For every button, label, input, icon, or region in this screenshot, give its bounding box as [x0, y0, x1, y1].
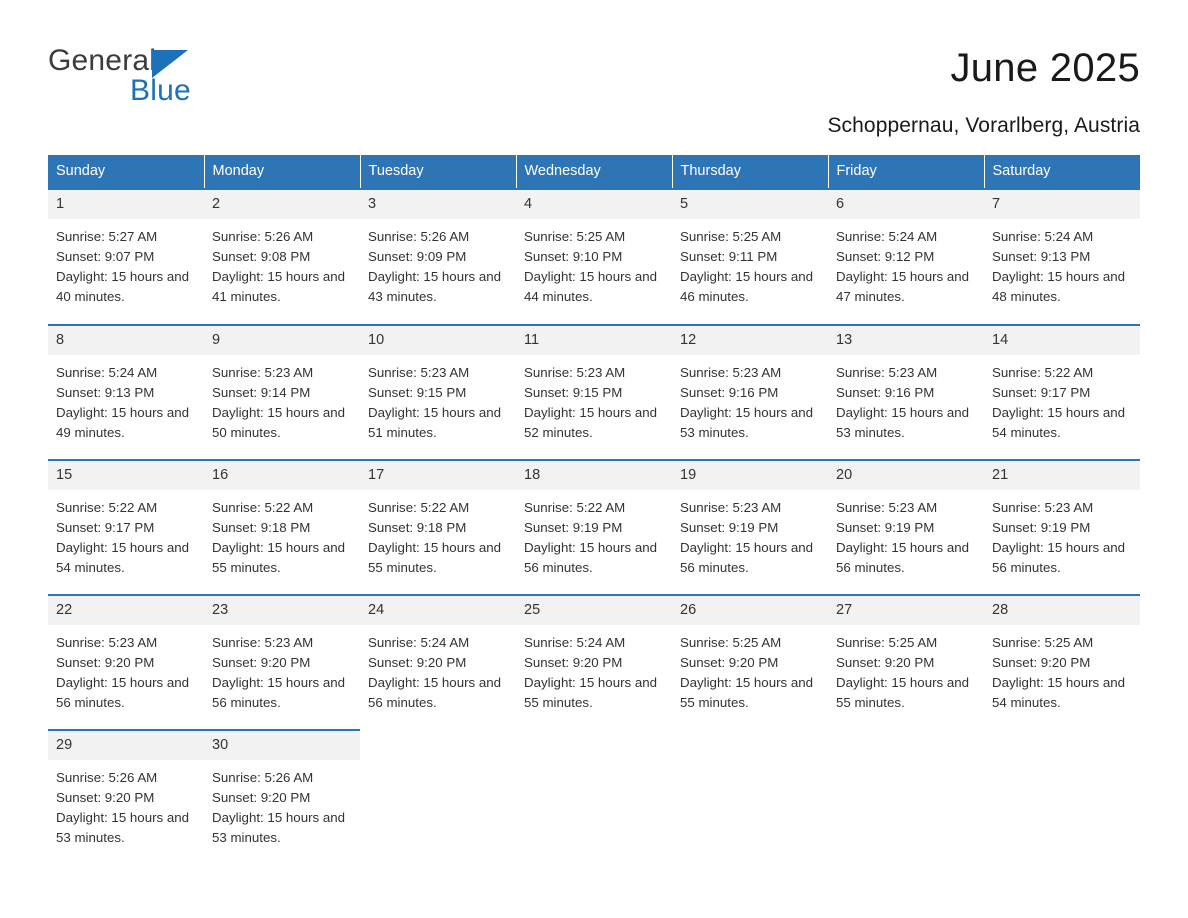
- generalblue-logo: [48, 46, 198, 108]
- sunset-text: Sunset: 9:09 PM: [368, 249, 467, 264]
- day-number: 26: [672, 594, 828, 625]
- sunrise-text: Sunrise: 5:22 AM: [368, 499, 470, 515]
- sunrise-sunset-calendar: [48, 155, 1140, 864]
- weekday-header-saturday: Saturday: [984, 155, 1140, 188]
- page-header: [48, 0, 1140, 138]
- logo-text-general: General: [48, 44, 157, 77]
- sunset-text: Sunset: 9:15 PM: [368, 384, 467, 400]
- weekday-header-thursday: Thursday: [672, 155, 828, 188]
- weekday-header-row: [48, 155, 1140, 188]
- sunset-text: Sunset: 9:20 PM: [368, 654, 467, 670]
- sunset-text: Sunset: 9:16 PM: [836, 384, 935, 400]
- daylight-text: Daylight: 15 hours and 55 minutes.: [212, 539, 346, 575]
- calendar-day-cell: [672, 323, 828, 458]
- day-number: 13: [828, 324, 984, 355]
- daylight-text: Daylight: 15 hours and 54 minutes.: [992, 404, 1126, 440]
- calendar-day-cell: [204, 593, 360, 728]
- weekday-header-tuesday: Tuesday: [360, 155, 516, 188]
- calendar-day-cell: [672, 188, 828, 323]
- daylight-text: Daylight: 15 hours and 51 minutes.: [368, 404, 502, 440]
- daylight-text: Daylight: 15 hours and 56 minutes.: [56, 674, 190, 710]
- daylight-text: Daylight: 15 hours and 47 minutes.: [836, 269, 970, 304]
- sunrise-text: Sunrise: 5:23 AM: [992, 499, 1094, 515]
- day-number: 15: [48, 459, 204, 490]
- sunset-text: Sunset: 9:20 PM: [56, 654, 155, 670]
- day-number: 27: [828, 594, 984, 625]
- daylight-text: Daylight: 15 hours and 48 minutes.: [992, 269, 1126, 304]
- sunset-text: Sunset: 9:20 PM: [680, 654, 779, 670]
- day-details: [828, 490, 984, 578]
- daylight-text: Daylight: 15 hours and 55 minutes.: [680, 674, 814, 710]
- day-details: [48, 355, 204, 443]
- calendar-day-cell: [204, 458, 360, 593]
- calendar-empty-cell: [984, 728, 1140, 863]
- day-details: [360, 355, 516, 443]
- sunrise-text: Sunrise: 5:26 AM: [212, 769, 314, 785]
- day-number: 20: [828, 459, 984, 490]
- sunrise-text: Sunrise: 5:24 AM: [368, 634, 470, 650]
- calendar-day-cell: [204, 728, 360, 863]
- day-number: 29: [48, 729, 204, 760]
- sunset-text: Sunset: 9:07 PM: [56, 249, 155, 264]
- day-details: [828, 219, 984, 307]
- sunrise-text: Sunrise: 5:23 AM: [56, 634, 158, 650]
- sunset-text: Sunset: 9:14 PM: [212, 384, 311, 400]
- sunrise-text: Sunrise: 5:27 AM: [56, 229, 158, 244]
- calendar-day-cell: [360, 458, 516, 593]
- calendar-empty-cell: [672, 728, 828, 863]
- daylight-text: Daylight: 15 hours and 53 minutes.: [212, 809, 346, 845]
- daylight-text: Daylight: 15 hours and 43 minutes.: [368, 269, 502, 304]
- daylight-text: Daylight: 15 hours and 56 minutes.: [524, 539, 658, 575]
- calendar-day-cell: [984, 458, 1140, 593]
- calendar-day-cell: [516, 323, 672, 458]
- sunrise-text: Sunrise: 5:22 AM: [212, 499, 314, 515]
- daylight-text: Daylight: 15 hours and 56 minutes.: [680, 539, 814, 575]
- calendar-day-cell: [828, 323, 984, 458]
- sunset-text: Sunset: 9:18 PM: [212, 519, 311, 535]
- day-number: 25: [516, 594, 672, 625]
- calendar-day-cell: [360, 323, 516, 458]
- day-details: [828, 355, 984, 443]
- daylight-text: Daylight: 15 hours and 53 minutes.: [680, 404, 814, 440]
- calendar-empty-cell: [516, 728, 672, 863]
- sunset-text: Sunset: 9:16 PM: [680, 384, 779, 400]
- sunrise-text: Sunrise: 5:25 AM: [992, 634, 1094, 650]
- sunrise-text: Sunrise: 5:23 AM: [836, 499, 938, 515]
- sunrise-text: Sunrise: 5:26 AM: [212, 229, 314, 244]
- calendar-day-cell: [204, 323, 360, 458]
- sunset-text: Sunset: 9:13 PM: [56, 384, 155, 400]
- day-number: 9: [204, 324, 360, 355]
- day-number: 11: [516, 324, 672, 355]
- day-details: [48, 760, 204, 848]
- day-details: [516, 490, 672, 578]
- calendar-day-cell: [516, 458, 672, 593]
- day-details: [984, 490, 1140, 578]
- daylight-text: Daylight: 15 hours and 54 minutes.: [992, 674, 1126, 710]
- sunset-text: Sunset: 9:20 PM: [992, 654, 1091, 670]
- calendar-week-row: [48, 593, 1140, 728]
- calendar-day-cell: [360, 593, 516, 728]
- sunset-text: Sunset: 9:13 PM: [992, 249, 1091, 264]
- calendar-day-cell: [48, 188, 204, 323]
- sunrise-text: Sunrise: 5:22 AM: [992, 364, 1094, 380]
- sunset-text: Sunset: 9:19 PM: [524, 519, 623, 535]
- sunset-text: Sunset: 9:17 PM: [992, 384, 1091, 400]
- calendar-day-cell: [984, 323, 1140, 458]
- sunset-text: Sunset: 9:12 PM: [836, 249, 935, 264]
- calendar-day-cell: [828, 188, 984, 323]
- sunset-text: Sunset: 9:19 PM: [680, 519, 779, 535]
- daylight-text: Daylight: 15 hours and 50 minutes.: [212, 404, 346, 440]
- sunset-text: Sunset: 9:08 PM: [212, 249, 311, 264]
- day-details: [672, 355, 828, 443]
- day-details: [360, 490, 516, 578]
- day-details: [204, 355, 360, 443]
- sunset-text: Sunset: 9:18 PM: [368, 519, 467, 535]
- calendar-empty-cell: [360, 728, 516, 863]
- daylight-text: Daylight: 15 hours and 53 minutes.: [56, 809, 190, 845]
- sunrise-text: Sunrise: 5:23 AM: [212, 364, 314, 380]
- day-details: [516, 219, 672, 307]
- sunset-text: Sunset: 9:20 PM: [836, 654, 935, 670]
- sunrise-text: Sunrise: 5:25 AM: [680, 229, 782, 244]
- calendar-day-cell: [204, 188, 360, 323]
- day-number: 10: [360, 324, 516, 355]
- day-number: 7: [984, 188, 1140, 219]
- sunrise-text: Sunrise: 5:24 AM: [836, 229, 938, 244]
- day-details: [360, 625, 516, 713]
- day-number: 6: [828, 188, 984, 219]
- sunset-text: Sunset: 9:17 PM: [56, 519, 155, 535]
- sunrise-text: Sunrise: 5:23 AM: [836, 364, 938, 380]
- sunrise-text: Sunrise: 5:23 AM: [524, 364, 626, 380]
- calendar-day-cell: [828, 593, 984, 728]
- day-number: 8: [48, 324, 204, 355]
- sunset-text: Sunset: 9:20 PM: [524, 654, 623, 670]
- day-number: 12: [672, 324, 828, 355]
- calendar-week-row: [48, 728, 1140, 863]
- day-details: [204, 490, 360, 578]
- sunrise-text: Sunrise: 5:23 AM: [212, 634, 314, 650]
- day-number: 1: [48, 188, 204, 219]
- sunset-text: Sunset: 9:20 PM: [212, 789, 311, 805]
- calendar-day-cell: [516, 188, 672, 323]
- daylight-text: Daylight: 15 hours and 55 minutes.: [368, 539, 502, 575]
- daylight-text: Daylight: 15 hours and 56 minutes.: [992, 539, 1126, 575]
- sunset-text: Sunset: 9:15 PM: [524, 384, 623, 400]
- day-details: [204, 760, 360, 848]
- sunset-text: Sunset: 9:19 PM: [992, 519, 1091, 535]
- daylight-text: Daylight: 15 hours and 44 minutes.: [524, 269, 658, 304]
- day-number: 24: [360, 594, 516, 625]
- day-details: [48, 625, 204, 713]
- daylight-text: Daylight: 15 hours and 55 minutes.: [836, 674, 970, 710]
- sunset-text: Sunset: 9:20 PM: [56, 789, 155, 805]
- calendar-day-cell: [984, 593, 1140, 728]
- weekday-header-monday: Monday: [204, 155, 360, 188]
- sunrise-text: Sunrise: 5:25 AM: [836, 634, 938, 650]
- daylight-text: Daylight: 15 hours and 41 minutes.: [212, 269, 346, 304]
- calendar-week-row: [48, 188, 1140, 323]
- day-number: 19: [672, 459, 828, 490]
- day-number: 23: [204, 594, 360, 625]
- day-number: 5: [672, 188, 828, 219]
- day-details: [984, 355, 1140, 443]
- weekday-header-friday: Friday: [828, 155, 984, 188]
- day-details: [48, 490, 204, 578]
- sunrise-text: Sunrise: 5:22 AM: [56, 499, 158, 515]
- sunset-text: Sunset: 9:19 PM: [836, 519, 935, 535]
- sunrise-text: Sunrise: 5:23 AM: [680, 499, 782, 515]
- day-details: [828, 625, 984, 713]
- daylight-text: Daylight: 15 hours and 40 minutes.: [56, 269, 190, 304]
- page-title: June 2025: [950, 46, 1140, 90]
- day-number: 21: [984, 459, 1140, 490]
- sunrise-text: Sunrise: 5:24 AM: [992, 229, 1094, 244]
- day-number: 28: [984, 594, 1140, 625]
- day-details: [672, 219, 828, 307]
- sunrise-text: Sunrise: 5:25 AM: [680, 634, 782, 650]
- day-details: [204, 625, 360, 713]
- day-details: [984, 219, 1140, 307]
- sunset-text: Sunset: 9:11 PM: [680, 249, 778, 264]
- day-details: [48, 219, 204, 307]
- day-number: 16: [204, 459, 360, 490]
- calendar-day-cell: [672, 458, 828, 593]
- calendar-week-row: [48, 323, 1140, 458]
- daylight-text: Daylight: 15 hours and 52 minutes.: [524, 404, 658, 440]
- day-number: 3: [360, 188, 516, 219]
- day-number: 4: [516, 188, 672, 219]
- title-block: [827, 46, 1140, 138]
- daylight-text: Daylight: 15 hours and 53 minutes.: [836, 404, 970, 440]
- day-number: 22: [48, 594, 204, 625]
- daylight-text: Daylight: 15 hours and 56 minutes.: [368, 674, 502, 710]
- sunrise-text: Sunrise: 5:23 AM: [368, 364, 470, 380]
- calendar-week-row: [48, 458, 1140, 593]
- day-details: [672, 625, 828, 713]
- calendar-body: [48, 188, 1140, 863]
- daylight-text: Daylight: 15 hours and 54 minutes.: [56, 539, 190, 575]
- sunrise-text: Sunrise: 5:24 AM: [524, 634, 626, 650]
- calendar-day-cell: [48, 728, 204, 863]
- calendar-day-cell: [828, 458, 984, 593]
- calendar-day-cell: [48, 593, 204, 728]
- daylight-text: Daylight: 15 hours and 56 minutes.: [212, 674, 346, 710]
- calendar-day-cell: [984, 188, 1140, 323]
- calendar-day-cell: [360, 188, 516, 323]
- day-number: 17: [360, 459, 516, 490]
- daylight-text: Daylight: 15 hours and 56 minutes.: [836, 539, 970, 575]
- sunset-text: Sunset: 9:10 PM: [524, 249, 623, 264]
- calendar-day-cell: [516, 593, 672, 728]
- daylight-text: Daylight: 15 hours and 49 minutes.: [56, 404, 190, 440]
- sunrise-text: Sunrise: 5:26 AM: [368, 229, 470, 244]
- calendar-day-cell: [672, 593, 828, 728]
- sunrise-text: Sunrise: 5:26 AM: [56, 769, 158, 785]
- calendar-day-cell: [48, 458, 204, 593]
- sunrise-text: Sunrise: 5:23 AM: [680, 364, 782, 380]
- sunrise-text: Sunrise: 5:22 AM: [524, 499, 626, 515]
- daylight-text: Daylight: 15 hours and 55 minutes.: [524, 674, 658, 710]
- day-number: 18: [516, 459, 672, 490]
- sunrise-text: Sunrise: 5:25 AM: [524, 229, 626, 244]
- day-details: [516, 355, 672, 443]
- day-details: [672, 490, 828, 578]
- sunset-text: Sunset: 9:20 PM: [212, 654, 311, 670]
- logo-text-blue: Blue: [130, 74, 191, 107]
- calendar-day-cell: [48, 323, 204, 458]
- day-details: [360, 219, 516, 307]
- calendar-empty-cell: [828, 728, 984, 863]
- sunrise-text: Sunrise: 5:24 AM: [56, 364, 158, 380]
- location-subtitle: Schoppernau, Vorarlberg, Austria: [827, 114, 1140, 137]
- day-details: [516, 625, 672, 713]
- day-details: [984, 625, 1140, 713]
- day-number: 30: [204, 729, 360, 760]
- day-details: [204, 219, 360, 307]
- day-number: 2: [204, 188, 360, 219]
- weekday-header-sunday: Sunday: [48, 155, 204, 188]
- daylight-text: Daylight: 15 hours and 46 minutes.: [680, 269, 814, 304]
- weekday-header-wednesday: Wednesday: [516, 155, 672, 188]
- day-number: 14: [984, 324, 1140, 355]
